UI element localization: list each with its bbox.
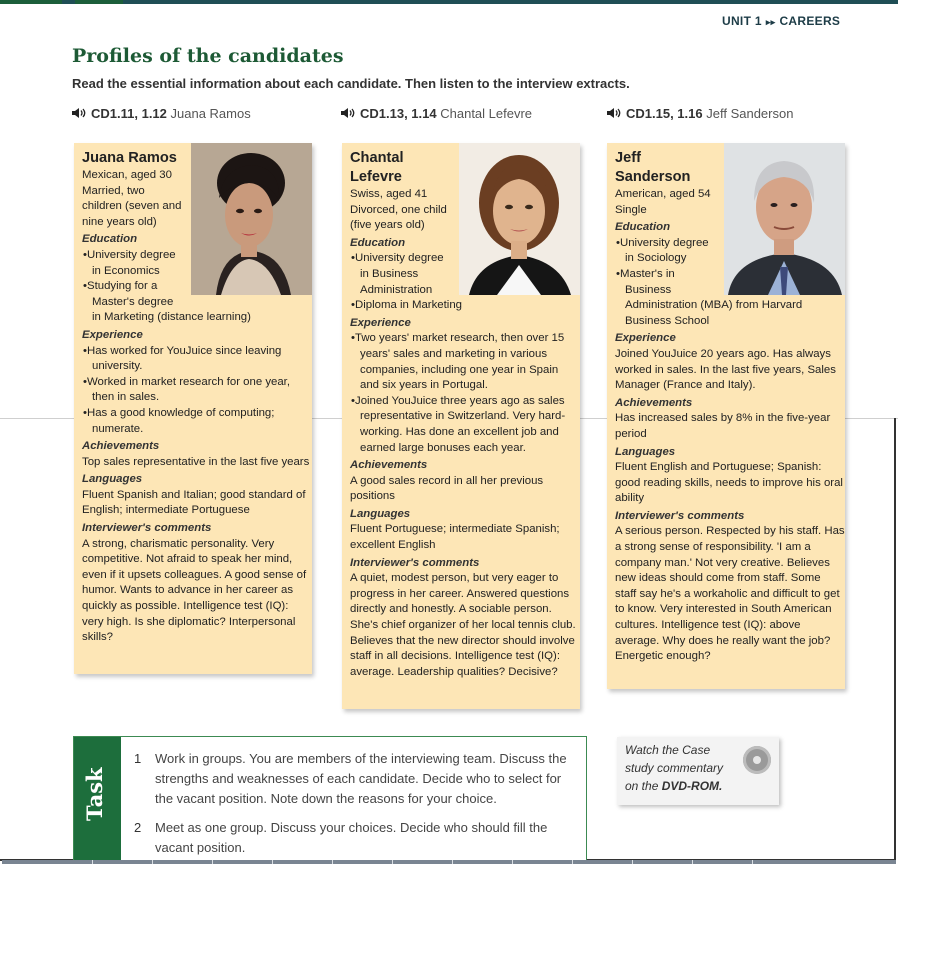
- task-tab: [74, 737, 121, 862]
- education-heading: Education: [350, 236, 406, 249]
- dvd-label: DVD-ROM.: [661, 779, 723, 793]
- comments-text: A quiet, modest person, but very eager to progress in her career. Answered questions directly and honestly. A sociable person. She's chief organizer of her local tennis club. Believes that the new director should involve staff in all decisions. Intelligence test (IQ): average. Leadership qualities? Decisive?: [350, 572, 576, 678]
- languages-heading: Languages: [615, 445, 676, 458]
- speaker-icon: [607, 107, 623, 119]
- candidate-card-juana: [74, 143, 312, 674]
- task-number: 1: [134, 751, 142, 766]
- audio-track-chantal[interactable]: [341, 106, 532, 121]
- comments-heading: Interviewer's comments: [82, 522, 212, 535]
- candidate-card-chantal: [342, 143, 580, 709]
- task-item-1: [134, 749, 579, 809]
- experience-list: [82, 344, 312, 438]
- task-text: Work in groups. You are members of the interviewing team. Discuss the strengths and weaknesses of each candidate. Decide who to select for the vacant position. Note down the reasons for your choice.: [155, 751, 567, 806]
- list-item: • Joined YouJuice three years ago as sales representative in Switzerland. Very hard-working. Has done an excellent job and earned large bonuses each year.: [350, 394, 580, 456]
- watch-text: Watch the Case study commentary on the: [625, 743, 724, 793]
- comments-text: A strong, charismatic personality. Very competitive. Not afraid to speak her mind, even if it upsets colleagues. A good sense of humor. Wants to advance in her career as quickly as possible. Intelligence test (IQ): very high. Is she diplomatic? Interpersonal skills?: [82, 537, 307, 644]
- achievements-heading: Achievements: [350, 459, 428, 472]
- list-item: • Worked in market research for one year, then in sales.: [82, 375, 312, 406]
- chantal-photo: [459, 143, 580, 295]
- footer-strip: [2, 860, 896, 864]
- page-title: Profiles of the candidates: [72, 45, 344, 67]
- education-heading: Education: [615, 221, 671, 234]
- list-item: • University degree in Economics: [82, 248, 312, 279]
- instructions: Read the essential information about each candidate. Then listen to the interview extracts.: [72, 76, 630, 91]
- education-heading: Education: [82, 233, 138, 246]
- list-item: • Has a good knowledge of computing; numerate.: [82, 406, 312, 437]
- portrait-woman-brown-hair: [459, 143, 580, 295]
- achievements-text: Has increased sales by 8% in the five-year period: [615, 412, 831, 440]
- detail-family: Married, two children (seven and nine years old): [82, 184, 182, 228]
- list-item: • Has worked for YouJuice since leaving university.: [82, 344, 312, 375]
- task-item-2: [134, 818, 579, 858]
- list-item: • Two years' market research, then over 15 years' sales and marketing in various companies, including one year in Spain and six years in Portugal.: [350, 331, 580, 393]
- languages-heading: Languages: [82, 473, 143, 486]
- unit-header: [722, 14, 840, 28]
- candidate-card-jeff: [607, 143, 845, 689]
- task-text: Meet as one group. Discuss your choices. Decide who should fill the vacant position.: [155, 820, 548, 855]
- list-item: • University degree in Business Administration: [350, 251, 580, 298]
- candidate-name: Jeff Sanderson: [615, 150, 691, 185]
- task-number: 2: [134, 820, 142, 835]
- dvd-icon: [743, 746, 771, 774]
- juana-photo: [191, 143, 312, 295]
- comments-heading: Interviewer's comments: [350, 556, 480, 569]
- speaker-icon: [72, 107, 88, 119]
- list-item: • Diploma in Marketing: [350, 298, 580, 314]
- audio-track-juana[interactable]: [72, 106, 251, 121]
- detail-family: Single: [615, 203, 647, 216]
- cd-name: Juana Ramos: [170, 106, 251, 121]
- achievements-text: Top sales representative in the last five years: [82, 455, 310, 468]
- experience-list: [350, 331, 580, 456]
- double-arrow-icon: ▸▸: [765, 17, 776, 27]
- cd-number: CD1.15, 1.16: [626, 106, 703, 121]
- languages-text: Fluent Spanish and Italian; good standard of English; intermediate Portuguese: [82, 488, 306, 517]
- achievements-heading: Achievements: [82, 440, 160, 453]
- candidate-name: Juana Ramos: [82, 150, 177, 166]
- achievements-heading: Achievements: [615, 396, 693, 409]
- cd-number: CD1.11, 1.12: [91, 106, 167, 121]
- comments-heading: Interviewer's comments: [615, 509, 745, 522]
- cd-name: Jeff Sanderson: [706, 106, 794, 121]
- experience-text: Joined YouJuice 20 years ago. Has always worked in sales. In the last five years, Sales Manager (France and Italy).: [615, 347, 836, 392]
- list-item: • Studying for a Master's degree in Marketing (distance learning): [82, 279, 312, 326]
- detail-nationality: Mexican, aged 30: [82, 169, 172, 181]
- languages-text: Fluent Portuguese; intermediate Spanish; excellent English: [350, 523, 560, 552]
- list-item: • University degree in Sociology: [615, 236, 845, 267]
- jeff-photo: [724, 143, 845, 295]
- task-box: [73, 736, 587, 862]
- detail-nationality: Swiss, aged 41: [350, 188, 428, 200]
- section-label: CAREERS: [779, 14, 841, 28]
- languages-heading: Languages: [350, 507, 411, 520]
- detail-nationality: American, aged 54: [615, 188, 711, 200]
- unit-label: UNIT 1: [722, 14, 762, 28]
- top-bar: [0, 0, 898, 4]
- achievements-text: A good sales record in all her previous positions: [350, 474, 544, 503]
- comments-text: A serious person. Respected by his staff. Has a strong sense of responsibility. 'I am a company man.' Not very creative. Believes new ideas should come from staff. Some staff say he's a workaholic and difficult to get to know. Very interested in South American cultures. Intelligence test (IQ): above average. Why does he really want the job? Energetic enough?: [615, 525, 845, 663]
- portrait-man-grey-hair: [724, 143, 845, 295]
- experience-heading: Experience: [615, 332, 676, 345]
- candidate-name: Chantal Lefevre: [350, 150, 404, 185]
- list-item: • Master's in Business Administration (MBA) from Harvard Business School: [615, 267, 845, 329]
- speaker-icon: [341, 107, 357, 119]
- portrait-woman-dark-hair: [191, 143, 312, 295]
- cd-number: CD1.13, 1.14: [360, 106, 437, 121]
- detail-family: Divorced, one child (five years old): [350, 203, 447, 232]
- task-label: Task: [82, 767, 107, 821]
- experience-heading: Experience: [350, 316, 411, 329]
- languages-text: Fluent English and Portuguese; Spanish: good reading skills, needs to improve his oral ability: [615, 461, 843, 505]
- audio-track-jeff[interactable]: [607, 106, 793, 121]
- dvd-commentary-box[interactable]: [617, 737, 779, 805]
- experience-heading: Experience: [82, 328, 143, 341]
- cd-name: Chantal Lefevre: [440, 106, 533, 121]
